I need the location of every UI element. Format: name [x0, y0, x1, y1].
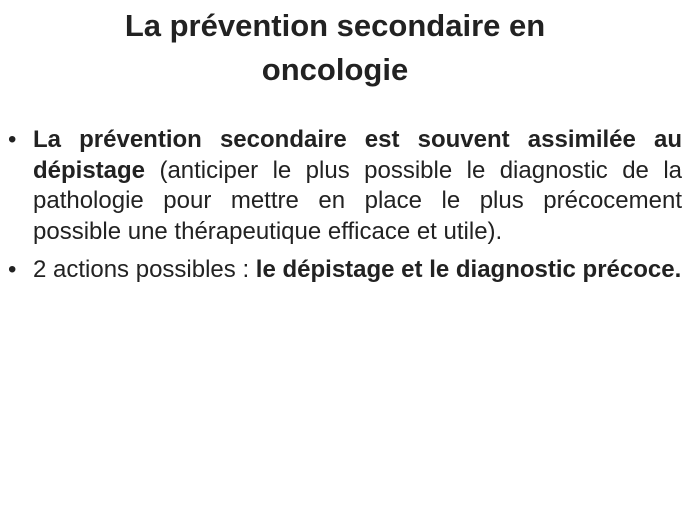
title-line-1: La prévention secondaire en [124, 8, 546, 43]
bullet-item-1 [8, 125, 682, 247]
bullet-2-bold-text: le dépistage et le diagnostic précoce. [255, 256, 682, 283]
bullet-icon: • [8, 126, 17, 153]
bullet-item-2 [8, 255, 682, 286]
bullet-list [8, 125, 682, 294]
bullet-2-text: 2 actions possibles : [33, 256, 256, 283]
bullet-1-text: (anticiper le plus possible le diagnostic de la pathologie pour mettre en place le plus précocement possible une thérapeutique efficace et utile). [33, 156, 682, 245]
bullet-icon: • [8, 256, 17, 283]
title-line-2: oncologie [261, 52, 409, 87]
bullet-1-bold-text: La prévention secondaire est souvent assimilée au dépistage [33, 126, 682, 184]
slide-title [40, 4, 630, 92]
